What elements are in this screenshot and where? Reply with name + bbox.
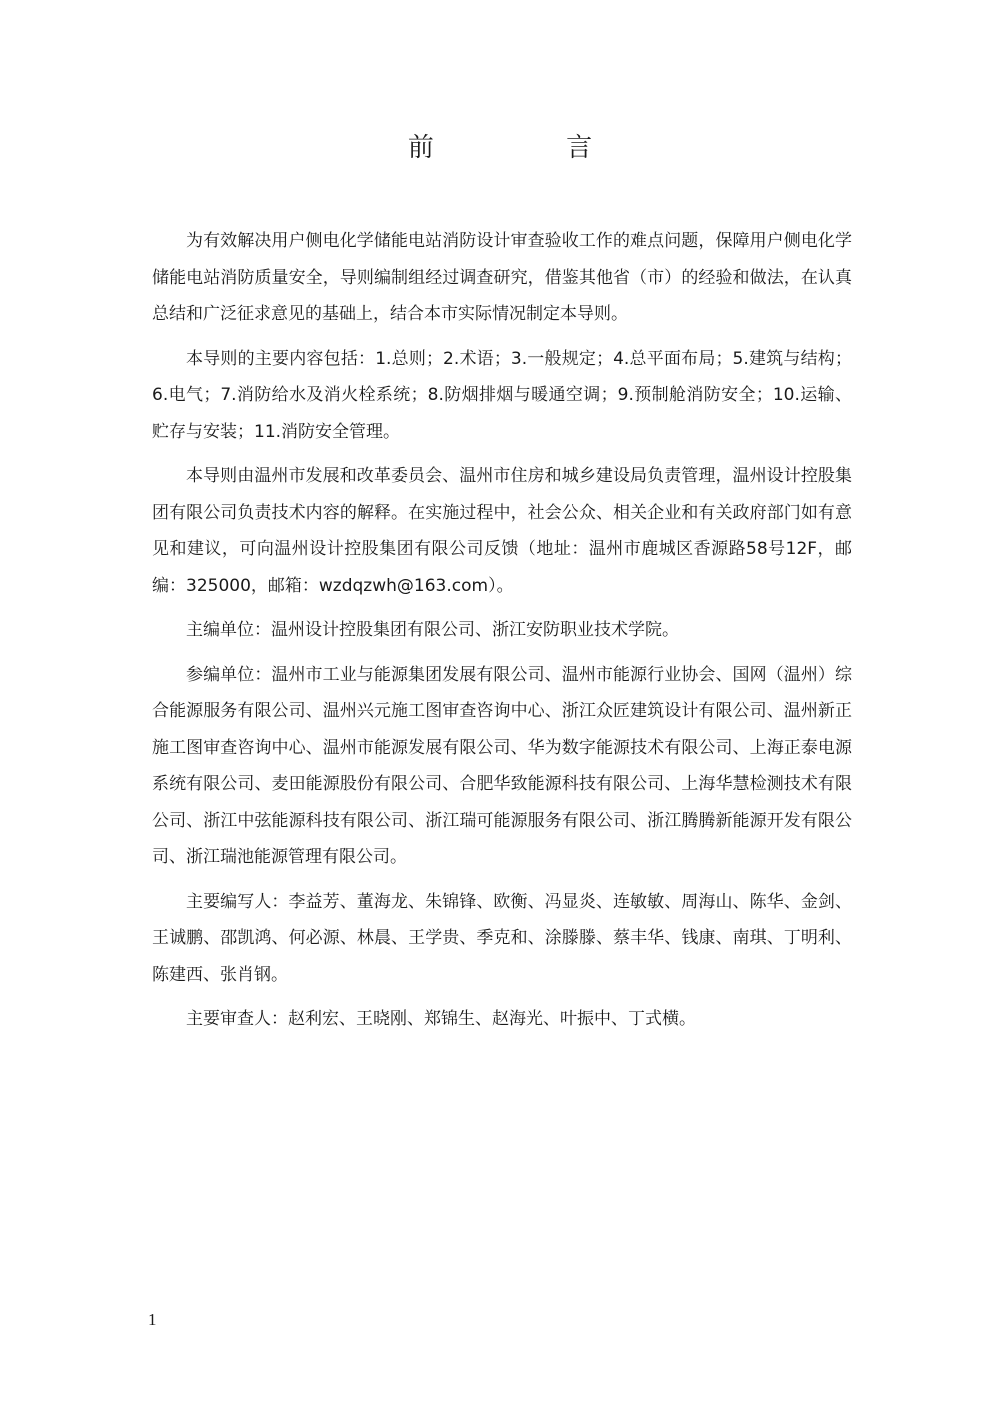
page-title: 前 言 [407,133,655,163]
page-number: 1 [148,1310,157,1329]
paragraph-main-reviewers: 主要审查人：赵利宏、王晓刚、郑锦生、赵海光、叶振中、丁式横。 [186,1009,696,1029]
paragraph-main-authors: 主要编写人：李益芳、董海龙、朱锦锋、欧衡、冯显炎、连敏敏、周海山、陈华、金剑、王诚鹏、邵凯鸿、何必源、林晨、王学贵、季克和、涂滕滕、蔡丰华、钱康、南琪、丁明利、陈建西、张肖钢。 [152,891,852,985]
paragraph-chief-editor: 主编单位：温州设计控股集团有限公司、浙江安防职业技术学院。 [186,620,679,640]
paragraph-participating-units: 参编单位：温州市工业与能源集团发展有限公司、温州市能源行业协会、国网（温州）综合能源服务有限公司、温州兴元施工图审查咨询中心、浙江众匠建筑设计有限公司、温州新正施工图审查咨询中心、温州市能源发展有限公司、华为数字能源技术有限公司、上海正泰电源系统有限公司、麦田能源股份有限公司、合肥华致能源科技有限公司、上海华慧检测技术有限公司、浙江中弦能源科技有限公司、浙江瑞可能源服务有限公司、浙江腾腾新能源开发有限公司、浙江瑞池能源管理有限公司。 [152,664,852,867]
paragraph-contents: 本导则的主要内容包括：1.总则；2.术语；3.一般规定；4.总平面布局；5.建筑与结构；6.电气；7.消防给水及消火栓系统；8.防烟排烟与暖通空调；9.预制舱消防安全；10.运输、贮存与安装；11.消防安全管理。 [152,348,852,442]
document-body [152,223,852,1046]
paragraph-purpose: 为有效解决用户侧电化学储能电站消防设计审查验收工作的难点问题，保障用户侧电化学储能电站消防质量安全，导则编制组经过调查研究，借鉴其他省（市）的经验和做法，在认真总结和广泛征求意见的基础上，结合本市实际情况制定本导则。 [152,231,852,324]
paragraph-management: 本导则由温州市发展和改革委员会、温州市住房和城乡建设局负责管理，温州设计控股集团有限公司负责技术内容的解释。在实施过程中，社会公众、相关企业和有关政府部门如有意见和建议，可向温州设计控股集团有限公司反馈（地址：温州市鹿城区香源路58号12F，邮编：325000，邮箱：wzdqzwh@163.com）。 [152,466,852,596]
